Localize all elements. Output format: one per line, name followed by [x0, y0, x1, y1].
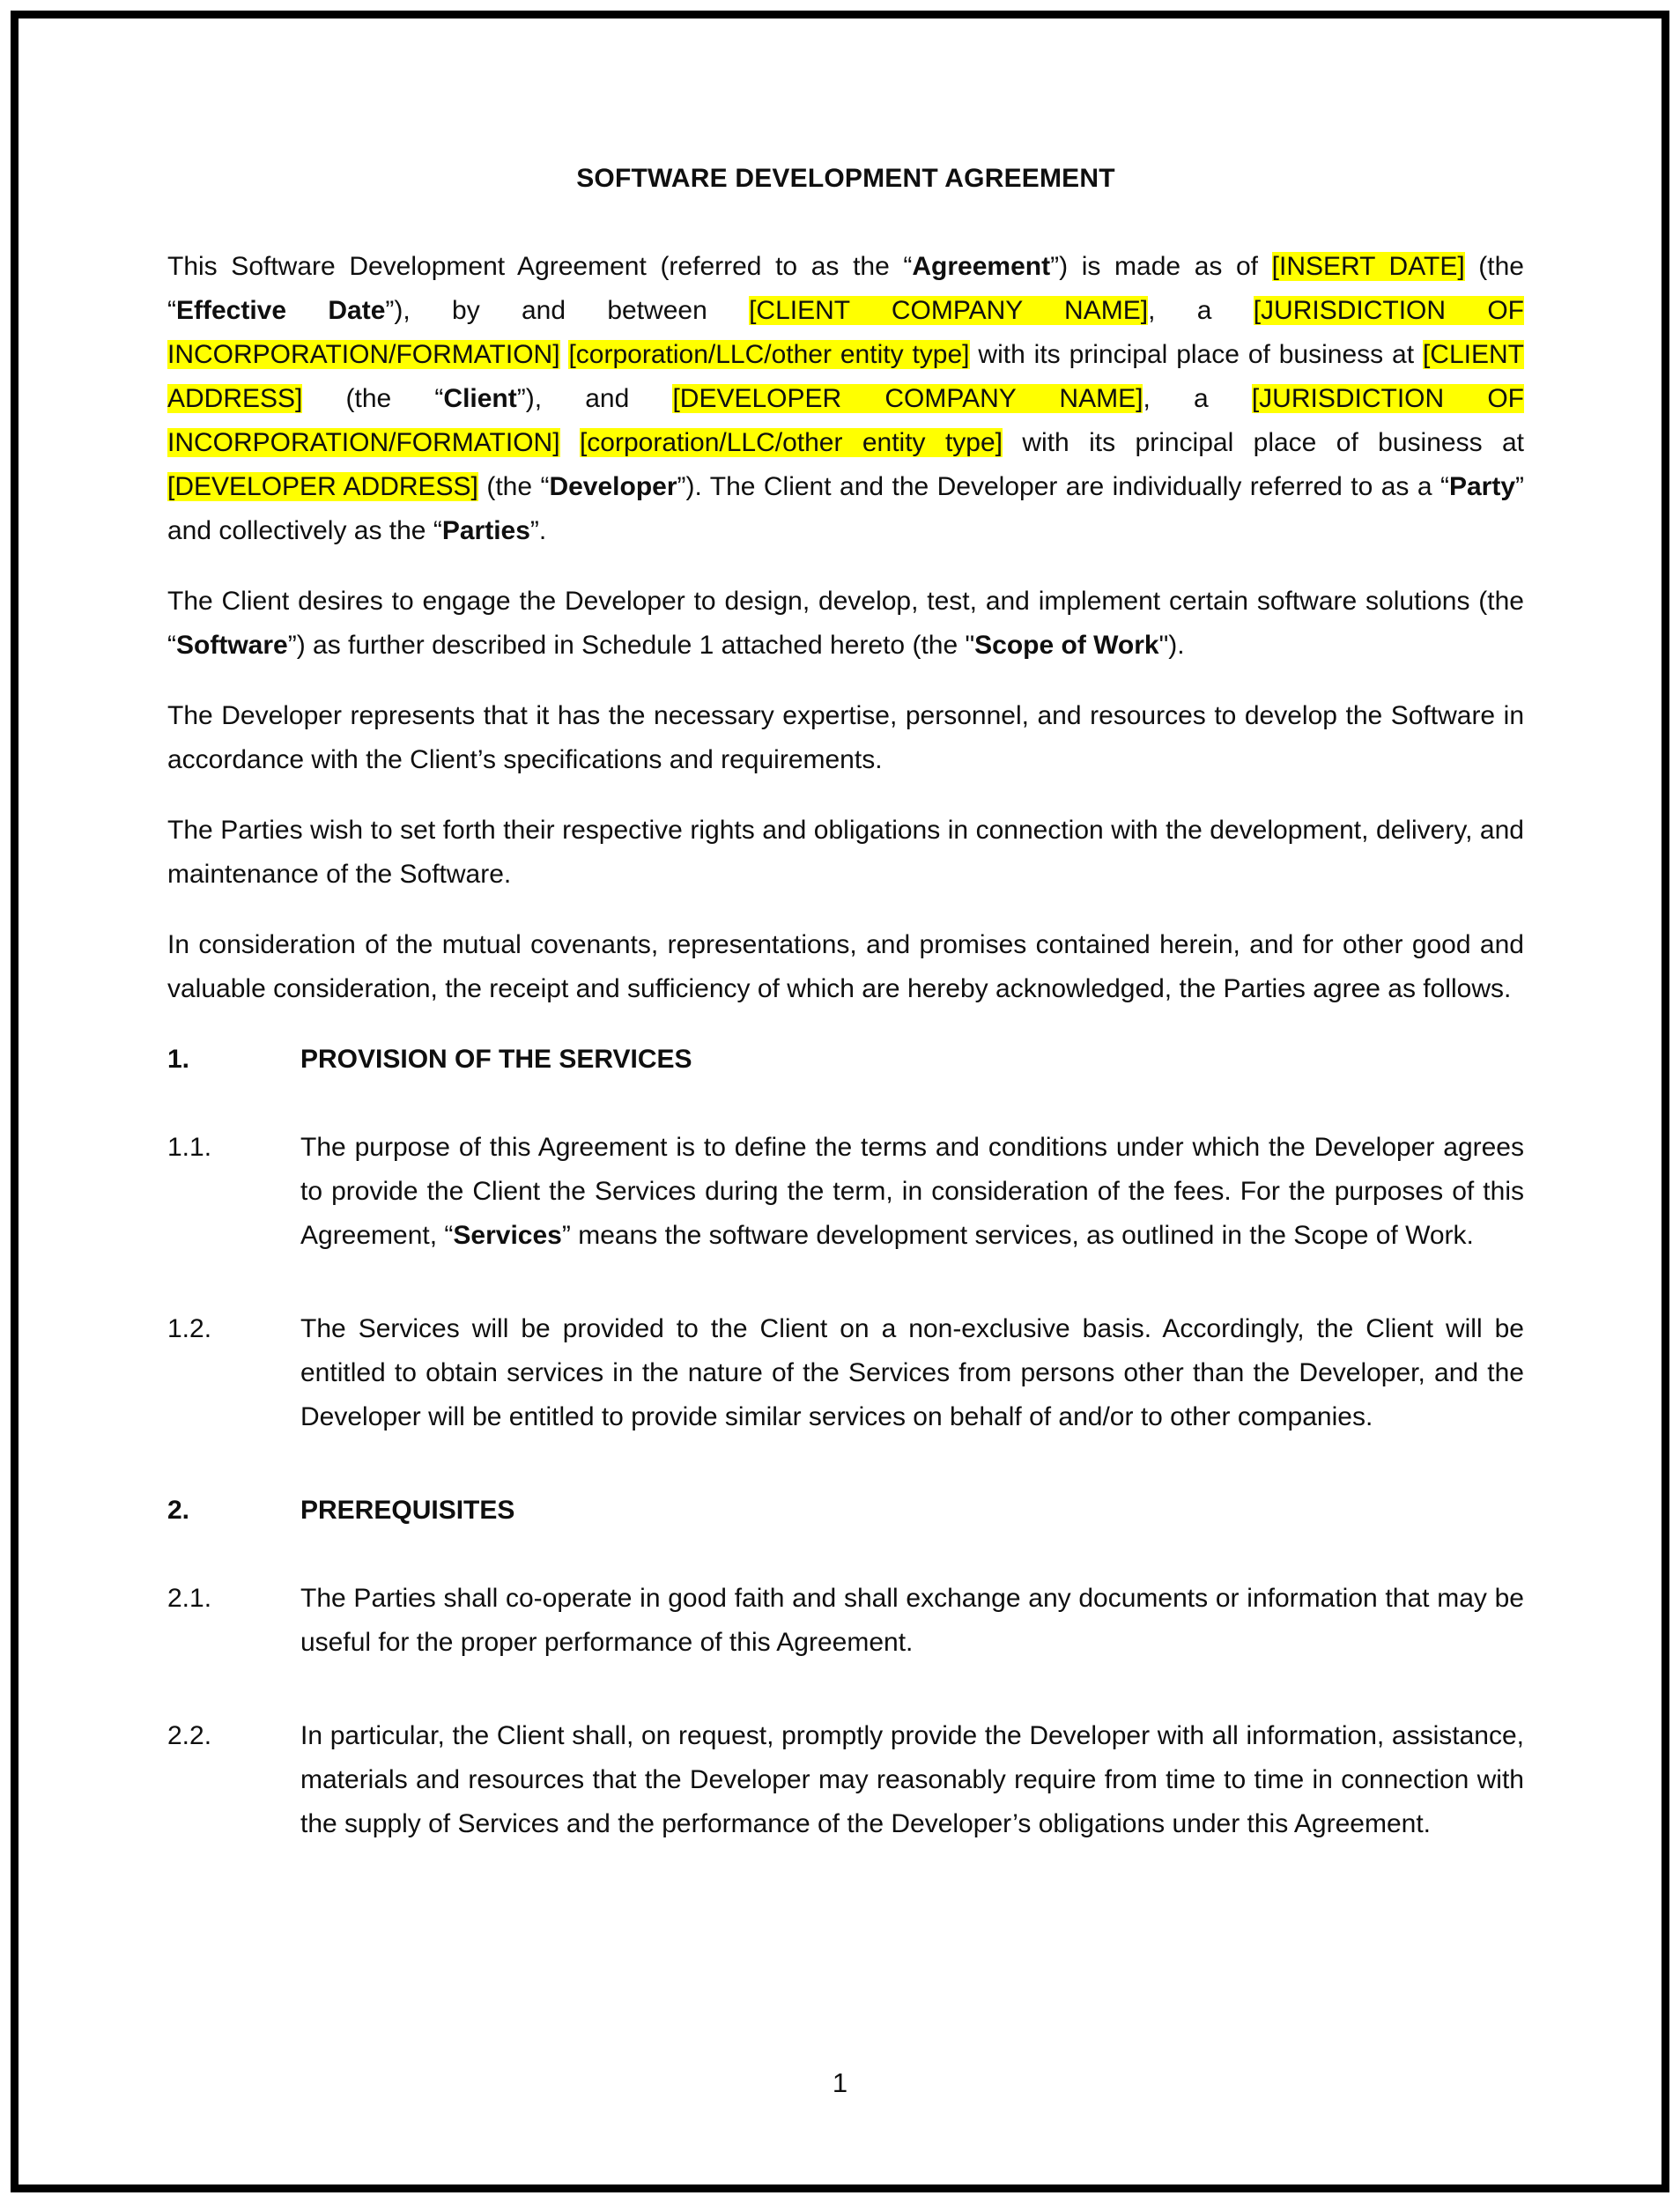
section-1-title: PROVISION OF THE SERVICES: [300, 1045, 692, 1074]
clause-1-2-number: 1.2.: [167, 1314, 212, 1343]
text-run: with its principal place of business at: [1003, 428, 1524, 457]
text-run: (the “: [167, 252, 1524, 325]
section-2-number: 2.: [167, 1496, 190, 1525]
intro-paragraph-5: [167, 923, 1524, 1011]
text-run: This Software Development Agreement (referred to as the “: [167, 252, 913, 281]
text-run: ”) as further described in Schedule 1 attached hereto (the ": [287, 631, 975, 660]
page-number: 1: [832, 2067, 848, 2098]
clause-1-1: [167, 1126, 1524, 1258]
text-run: ” and collectively as the “: [167, 472, 1524, 545]
highlighted-placeholder: [corporation/LLC/other entity type]: [568, 340, 970, 369]
text-run: ”). The Client and the Developer are individually referred to as a “: [677, 472, 1449, 501]
highlighted-placeholder: [DEVELOPER ADDRESS]: [167, 472, 478, 501]
clause-1-2-text: [300, 1307, 1524, 1439]
text-run: In consideration of the mutual covenants, representations, and promises contained herein, and for other good and valuable consideration, the receipt and sufficiency of which are hereby acknowledged, the Parties agree as follows.: [167, 930, 1524, 1003]
text-run: Party: [1448, 472, 1515, 501]
clause-2-2-text: [300, 1714, 1524, 1846]
text-run: Client: [443, 384, 517, 413]
text-run: The purpose of this Agreement is to define the terms and conditions under which the Developer agrees to provide the Client the Services during the term, in consideration of the fees. For the purposes of this Agreement, “: [300, 1133, 1524, 1250]
text-run: In particular, the Client shall, on request, promptly provide the Developer with all information, assistance, materials and resources that the Developer may reasonably require from time to time in connection with the supply of Services and the performance of the Developer’s obligations under this Agreement.: [300, 1721, 1524, 1838]
highlighted-placeholder: [corporation/LLC/other entity type]: [579, 428, 1003, 457]
text-run: ” means the software development services, as outlined in the Scope of Work.: [561, 1221, 1474, 1250]
section-2-title: PREREQUISITES: [300, 1496, 515, 1525]
clause-2-1-text: [300, 1577, 1524, 1665]
text-run: ").: [1158, 631, 1185, 660]
highlighted-placeholder: [CLIENT COMPANY NAME]: [749, 296, 1149, 325]
intro-paragraph-3: [167, 694, 1524, 782]
section-1-heading: [167, 1038, 1524, 1082]
text-run: Services: [453, 1221, 562, 1250]
text-run: Agreement: [912, 252, 1051, 281]
text-run: ”) is made as of: [1050, 252, 1272, 281]
text-run: The Parties wish to set forth their respective rights and obligations in connection with the development, delivery, and maintenance of the Software.: [167, 816, 1524, 889]
text-run: Software: [176, 631, 288, 660]
text-run: Parties: [441, 516, 530, 545]
text-run: The Client desires to engage the Developer to design, develop, test, and implement certain software solutions (the “: [167, 587, 1524, 660]
text-run: ”.: [529, 516, 547, 545]
text-run: The Services will be provided to the Client on a non-exclusive basis. Accordingly, the Client will be entitled to obtain services in the nature of the Services from persons other than the Developer, and the Developer will be entitled to provide similar services on behalf of and/or to other companies.: [300, 1314, 1524, 1431]
text-run: (the “: [477, 472, 550, 501]
highlighted-placeholder: [JURISDICTION OF INCORPORATION/FORMATION]: [167, 384, 1524, 457]
section-1-number: 1.: [167, 1045, 190, 1074]
text-run: (the “: [302, 384, 444, 413]
highlighted-placeholder: [INSERT DATE]: [1271, 252, 1465, 281]
text-run: Scope of Work: [974, 631, 1159, 660]
clause-2-1: [167, 1577, 1524, 1665]
text-run: Effective Date: [176, 296, 386, 325]
text-run: , a: [1148, 296, 1254, 325]
text-run: [560, 340, 569, 369]
highlighted-placeholder: [DEVELOPER COMPANY NAME]: [672, 384, 1143, 413]
clause-1-1-number: 1.1.: [167, 1133, 212, 1162]
intro-paragraph-1: [167, 245, 1524, 553]
text-run: ”), by and between: [385, 296, 750, 325]
text-run: The Developer represents that it has the necessary expertise, personnel, and resources to develop the Software in accordance with the Client’s specifications and requirements.: [167, 701, 1524, 774]
text-run: with its principal place of business at: [969, 340, 1423, 369]
clause-2-2-number: 2.2.: [167, 1721, 212, 1750]
document-content: [167, 164, 1524, 1896]
intro-paragraph-2: [167, 580, 1524, 668]
text-run: ”), and: [516, 384, 673, 413]
intro-paragraph-4: [167, 809, 1524, 897]
clause-2-1-number: 2.1.: [167, 1584, 212, 1613]
text-run: , a: [1143, 384, 1252, 413]
clause-1-2: [167, 1307, 1524, 1439]
text-run: Developer: [549, 472, 677, 501]
text-run: The Parties shall co-operate in good faith and shall exchange any documents or information that may be useful for the proper performance of this Agreement.: [300, 1584, 1524, 1657]
clause-1-1-text: [300, 1126, 1524, 1258]
text-run: [560, 428, 580, 457]
clause-2-2: [167, 1714, 1524, 1846]
highlighted-placeholder: [JURISDICTION OF INCORPORATION/FORMATION]: [167, 296, 1524, 369]
highlighted-placeholder: [CLIENT ADDRESS]: [167, 340, 1524, 413]
document-title: SOFTWARE DEVELOPMENT AGREEMENT: [576, 164, 1115, 193]
section-2-heading: [167, 1489, 1524, 1533]
